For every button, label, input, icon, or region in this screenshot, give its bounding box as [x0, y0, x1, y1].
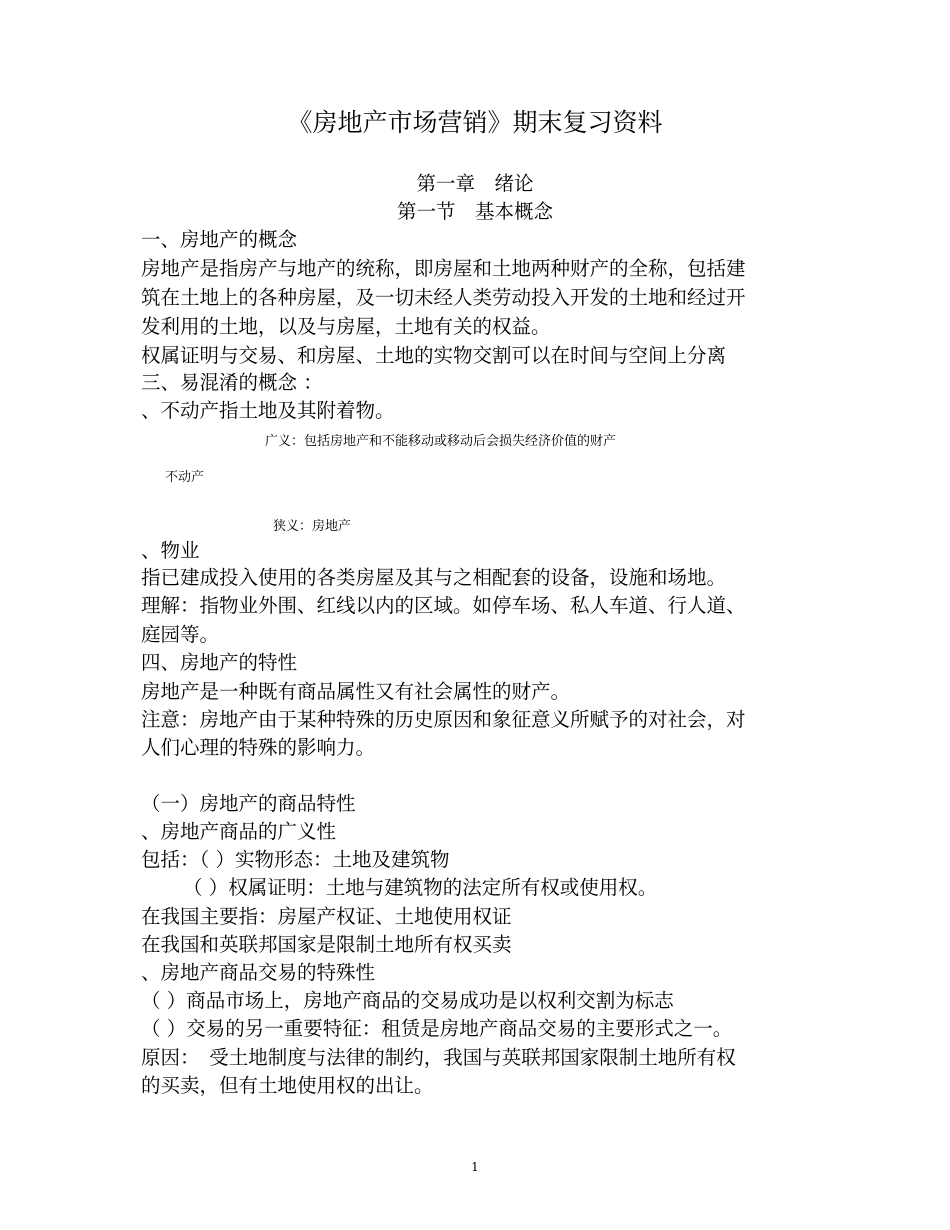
text-line: （ ）商品市场上，房地产商品的交易成功是以权利交割为标志: [141, 989, 674, 1012]
text-line: 发利用的土地，以及与房屋，土地有关的权益。: [141, 315, 551, 338]
text-line: （ ）交易的另一重要特征：租赁是房地产商品交易的主要形式之一。: [141, 1017, 733, 1040]
text-line: 指已建成投入使用的各类房屋及其与之相配套的设备，设施和场地。: [141, 566, 727, 589]
text-line: 、不动产指土地及其附着物。: [141, 399, 395, 422]
broad-definition: 广义：包括房地产和不能移动或移动后会损失经济价值的财产: [265, 434, 617, 449]
text-line: 庭园等。: [141, 623, 220, 646]
text-line: 理解：指物业外围、红线以内的区域。如停车场、私人车道、行人道、: [141, 594, 746, 617]
text-line: 、房地产商品的广义性: [141, 820, 337, 843]
document-title: 《房地产市场营销》期末复习资料: [287, 108, 663, 137]
text-line: 房地产是一种既有商品属性又有社会属性的财产。: [141, 680, 571, 703]
text-line: 、房地产商品交易的特殊性: [141, 961, 376, 984]
text-line: 在我国主要指：房屋产权证、土地使用权证: [141, 905, 512, 928]
text-line: 三、易混淆的概念 ：: [141, 371, 323, 394]
narrow-definition: 狭义：房地产: [273, 519, 352, 534]
text-line: 的买卖，但有土地使用权的出让。: [141, 1074, 434, 1097]
text-line: 注意：房地产由于某种特殊的历史原因和象征意义所赋予的对社会，对: [141, 708, 746, 731]
text-line: 房地产是指房产与地产的统称，即房屋和土地两种财产的全称，包括建: [141, 257, 746, 280]
text-line: （ ）权属证明：土地与建筑物的法定所有权或使用权。: [183, 876, 658, 899]
text-line: 一、房地产的概念: [141, 228, 298, 251]
text-line: 包括：（ ）实物形态：土地及建筑物: [141, 848, 450, 871]
text-line: 筑在土地上的各种房屋，及一切未经人类劳动投入开发的土地和经过开: [141, 286, 746, 309]
section-heading: 第一节 基本概念: [396, 200, 553, 223]
chapter-heading: 第一章 绪论: [416, 172, 534, 195]
text-line: 四、房地产的特性: [141, 651, 298, 674]
text-line: （一）房地产的商品特性: [141, 792, 356, 815]
text-line: 人们心理的特殊的影响力。: [141, 736, 376, 759]
page-number: 1: [471, 1160, 479, 1174]
diagram-term: 不动产: [165, 470, 205, 485]
text-line: 权属证明与交易、和房屋、土地的实物交割可以在时间与空间上分离: [141, 344, 727, 367]
text-line: 在我国和英联邦国家是限制土地所有权买卖: [141, 933, 512, 956]
text-line: 原因： 受土地制度与法律的制约，我国与英联邦国家限制土地所有权: [141, 1046, 736, 1069]
text-line: 、物业: [141, 539, 200, 562]
